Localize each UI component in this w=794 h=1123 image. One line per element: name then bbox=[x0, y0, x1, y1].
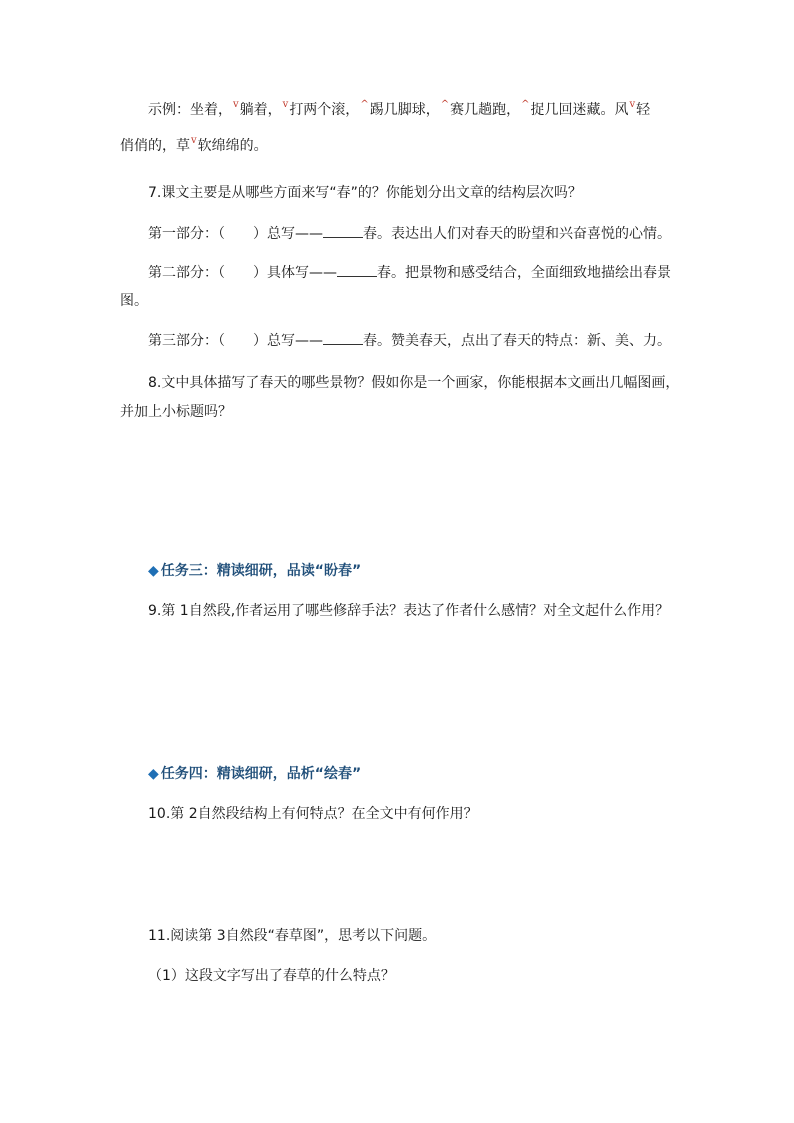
example-word: 躺着， bbox=[239, 102, 282, 118]
question-8-line-2: 并加上小标题吗？ bbox=[120, 404, 232, 420]
example-word: 轻 bbox=[636, 102, 651, 118]
example-word: 踢几脚球， bbox=[369, 102, 440, 118]
part-2-text: 春。把景物和感受结合，全面细致地描绘出春景 bbox=[377, 265, 671, 281]
part-2-continued: 图。 bbox=[120, 293, 148, 309]
example-line-2 bbox=[120, 136, 268, 158]
task-4-heading bbox=[148, 764, 361, 784]
question-8-line-1: 8.文中具体描写了春天的哪些景物？假如你是一个画家，你能根据本文画出几幅图画， bbox=[148, 375, 680, 391]
answer-blank[interactable] bbox=[323, 330, 363, 345]
insert-mark: v bbox=[233, 99, 239, 110]
example-word: 俏俏的，草 bbox=[120, 138, 190, 154]
part-1-text: 春。表达出人们对春天的盼望和兴奋喜悦的心情。 bbox=[363, 226, 671, 242]
part-3-label: 第三部分：（ ）总写—— bbox=[148, 333, 323, 349]
example-word: 赛几趟跑， bbox=[450, 102, 521, 118]
example-word: 捉几回迷藏。风 bbox=[530, 102, 629, 118]
part-1-label: 第一部分：（ ）总写—— bbox=[148, 226, 323, 242]
diamond-bullet-icon: ◆ bbox=[148, 766, 159, 782]
part-2 bbox=[148, 262, 671, 283]
task-4-title: 任务四：精读细研，品析“绘春” bbox=[160, 766, 362, 782]
task-3-title: 任务三：精读细研，品读“盼春” bbox=[160, 563, 362, 579]
answer-blank[interactable] bbox=[323, 223, 363, 238]
diamond-bullet-icon: ◆ bbox=[148, 563, 159, 579]
part-3-text: 春。赞美春天，点出了春天的特点：新、美、力。 bbox=[363, 333, 671, 349]
question-10: 10.第 2自然段结构上有何特点？在全文中有何作用？ bbox=[148, 806, 478, 822]
part-1 bbox=[148, 223, 671, 244]
answer-blank[interactable] bbox=[337, 262, 377, 277]
example-word: 打两个滚， bbox=[289, 102, 360, 118]
question-11-1: （1）这段文字写出了春草的什么特点？ bbox=[148, 968, 395, 984]
question-9: 9.第 1自然段,作者运用了哪些修辞手法？表达了作者什么感情？对全文起什么作用？ bbox=[148, 603, 670, 619]
insert-mark: ^ bbox=[360, 99, 369, 110]
question-7: 7.课文主要是从哪些方面来写“春”的？你能划分出文章的结构层次吗？ bbox=[148, 185, 582, 201]
question-11: 11.阅读第 3自然段“春草图”，思考以下问题。 bbox=[148, 928, 437, 944]
insert-mark: ^ bbox=[440, 99, 450, 110]
task-3-heading bbox=[148, 561, 361, 581]
insert-mark: v bbox=[629, 99, 636, 110]
part-3 bbox=[148, 330, 671, 351]
example-word: 软绵绵的。 bbox=[197, 138, 268, 154]
example-line-1 bbox=[148, 100, 650, 122]
insert-mark: v bbox=[282, 99, 289, 110]
example-prefix: 示例：坐着， bbox=[148, 102, 232, 118]
insert-mark: ^ bbox=[521, 99, 530, 110]
part-2-label: 第二部分：（ ）具体写—— bbox=[148, 265, 337, 281]
insert-mark: v bbox=[191, 135, 197, 146]
